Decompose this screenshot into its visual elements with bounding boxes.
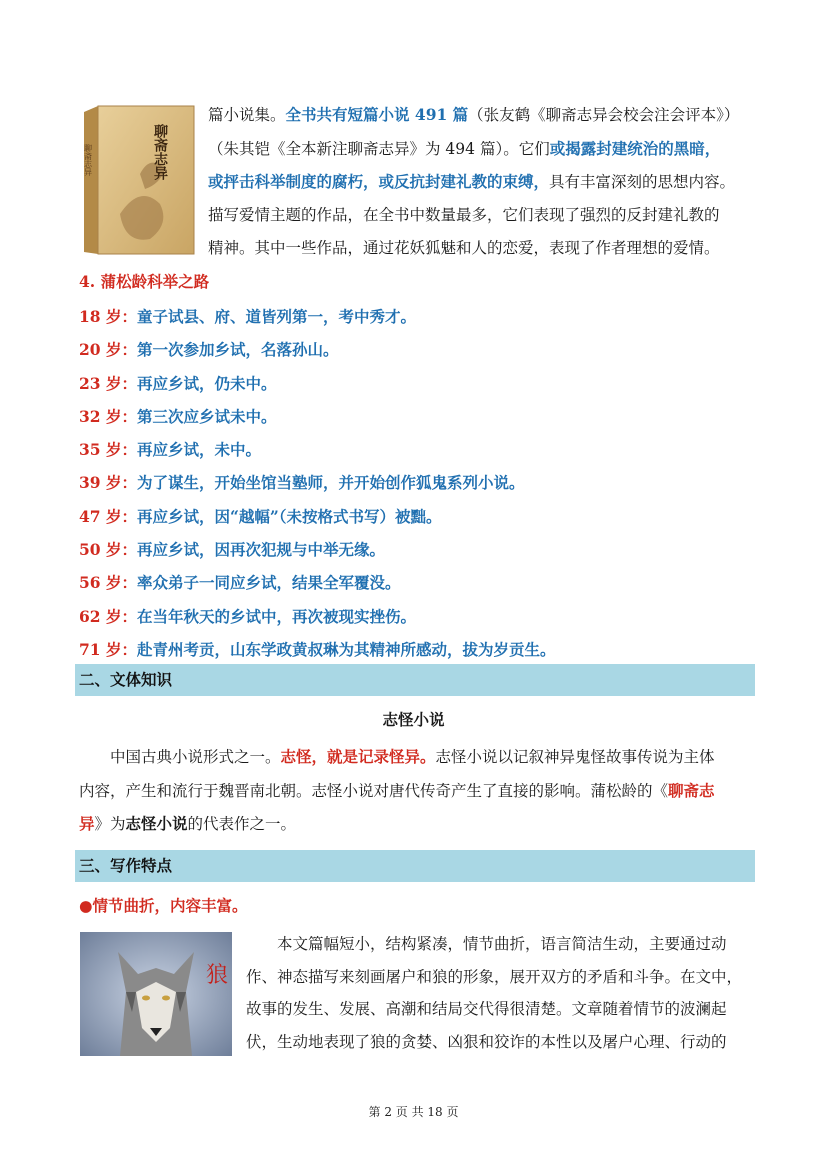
writing-bullet: ●情节曲折，内容丰富。	[79, 896, 248, 915]
timeline-age: 50 岁：	[79, 540, 137, 560]
text-line: 故事的发生、发展、高潮和结局交代得很清楚。文章随着情节的波澜起	[246, 1000, 727, 1018]
book-cover-title: 聊斋志异	[152, 124, 168, 180]
timeline-item	[79, 333, 555, 366]
text-line	[79, 740, 755, 774]
timeline-age: 71 岁：	[79, 639, 137, 659]
timeline-text: 再应乡试，因“越幅”（未按格式书写）被黜。	[136, 506, 442, 526]
timeline-age: 47 岁：	[79, 506, 137, 526]
timeline-item	[79, 500, 555, 533]
text-line	[208, 165, 756, 199]
text-segment: 志怪小说以记叙神异鬼怪故事传说为主体	[435, 748, 715, 766]
timeline-heading: 4. 蒲松龄科举之路	[79, 272, 210, 291]
text-segment: 内容，产生和流行于魏晋南北朝。志怪小说对唐代传奇产生了直接的影响。蒲松龄的《	[79, 781, 669, 800]
timeline-age: 39 岁：	[79, 473, 137, 493]
text-segment: （张友鹤《聊斋志异会校会注会评本》）	[468, 106, 740, 124]
text-segment: 精神。其中一些作品，通过花妖狐魅和人的恋爱，表现了作者理想的爱情。	[208, 239, 720, 257]
timeline-text: 童子试县、府、道皆列第一，考中秀才。	[136, 307, 416, 326]
timeline-age: 20 岁：	[79, 340, 137, 360]
timeline-item	[79, 433, 555, 466]
timeline-item	[79, 300, 555, 333]
timeline-text: 赴青州考贡，山东学政黄叔琳为其精神所感动，拔为岁贡生。	[136, 639, 556, 659]
intro-paragraph	[208, 98, 756, 266]
text-line: 伏，生动地表现了狼的贪婪、凶狠和狡诈的本性以及屠户心理、行动的	[246, 1032, 727, 1051]
text-line: 作、神态描写来刻画屠户和狼的形象，展开双方的矛盾和斗争。在文中，	[246, 967, 743, 986]
timeline-item	[79, 533, 555, 566]
text-segment: 志怪小说	[125, 814, 188, 833]
timeline-age: 62 岁：	[79, 606, 137, 626]
timeline-text: 第一次参加乡试，名落孙山。	[136, 340, 339, 360]
timeline-text: 再应乡试，因再次犯规与中举无缘。	[136, 540, 385, 560]
page-footer: 第 2 页 共 18 页	[368, 1105, 459, 1119]
text-segment: 中国古典小说形式之一。	[110, 748, 281, 766]
text-line	[208, 98, 756, 132]
text-line	[208, 132, 756, 166]
genre-paragraph	[79, 740, 755, 841]
text-segment: 描写爱情主题的作品，在全书中数量最多，它们表现了强烈的反封建礼教的	[208, 205, 720, 224]
text-line	[79, 774, 755, 808]
text-line: 本文篇幅短小，结构紧凑，情节曲折，语言简洁生动，主要通过动	[277, 935, 727, 953]
timeline-item	[79, 367, 555, 400]
genre-title: 志怪小说	[382, 710, 445, 729]
text-segment: 或揭露封建统治的黑暗，	[549, 138, 721, 158]
text-segment: 篇小说集。	[208, 106, 286, 124]
text-segment: 志怪，就是记录怪异。	[280, 747, 436, 766]
timeline-age: 23 岁：	[79, 373, 137, 393]
timeline-item	[79, 566, 555, 599]
timeline-age: 35 岁：	[79, 440, 137, 460]
timeline-text: 再应乡试，仍未中。	[136, 373, 277, 393]
section-header-genre: 二、文体知识	[75, 664, 755, 696]
wolf-image-char: 狼	[206, 963, 229, 988]
timeline-item	[79, 633, 555, 666]
timeline-text: 为了谋生，开始坐馆当塾师，并开始创作狐鬼系列小说。	[136, 473, 525, 493]
timeline-item	[79, 466, 555, 499]
timeline-text: 第三次应乡试未中。	[136, 406, 277, 426]
wolf-image	[80, 932, 232, 1056]
timeline-item	[79, 400, 555, 433]
timeline-list	[79, 300, 555, 666]
text-segment: 具有丰富深刻的思想内容。	[549, 173, 736, 191]
timeline-age: 18 岁：	[79, 307, 137, 326]
timeline-item	[79, 600, 555, 633]
text-segment: 异	[79, 814, 95, 833]
timeline-age: 56 岁：	[79, 573, 137, 593]
timeline-text: 率众弟子一同应乡试，结果全军覆没。	[136, 573, 401, 593]
timeline-text: 在当年秋天的乡试中，再次被现实挫伤。	[136, 606, 416, 626]
text-segment: 或抨击科举制度的腐朽，或反抗封建礼教的束缚，	[208, 172, 550, 191]
book-spine-title: 聊斋志异	[83, 144, 93, 176]
section-header-writing: 三、写作特点	[75, 850, 755, 882]
text-line	[208, 232, 756, 266]
text-line	[79, 807, 755, 841]
timeline-text: 再应乡试，未中。	[136, 440, 261, 460]
text-line	[208, 199, 756, 233]
text-segment: （朱其铠《全本新注聊斋志异》为 494 篇）。它们	[208, 139, 550, 158]
book-cover-image	[80, 104, 198, 256]
text-segment: 》为	[94, 815, 126, 833]
text-segment: 的代表作之一。	[187, 815, 297, 833]
wolf-paragraph	[246, 928, 756, 1058]
text-segment: 全书共有短篇小说 491 篇	[285, 105, 469, 124]
timeline-age: 32 岁：	[79, 406, 137, 426]
text-segment: 聊斋志	[668, 780, 715, 800]
